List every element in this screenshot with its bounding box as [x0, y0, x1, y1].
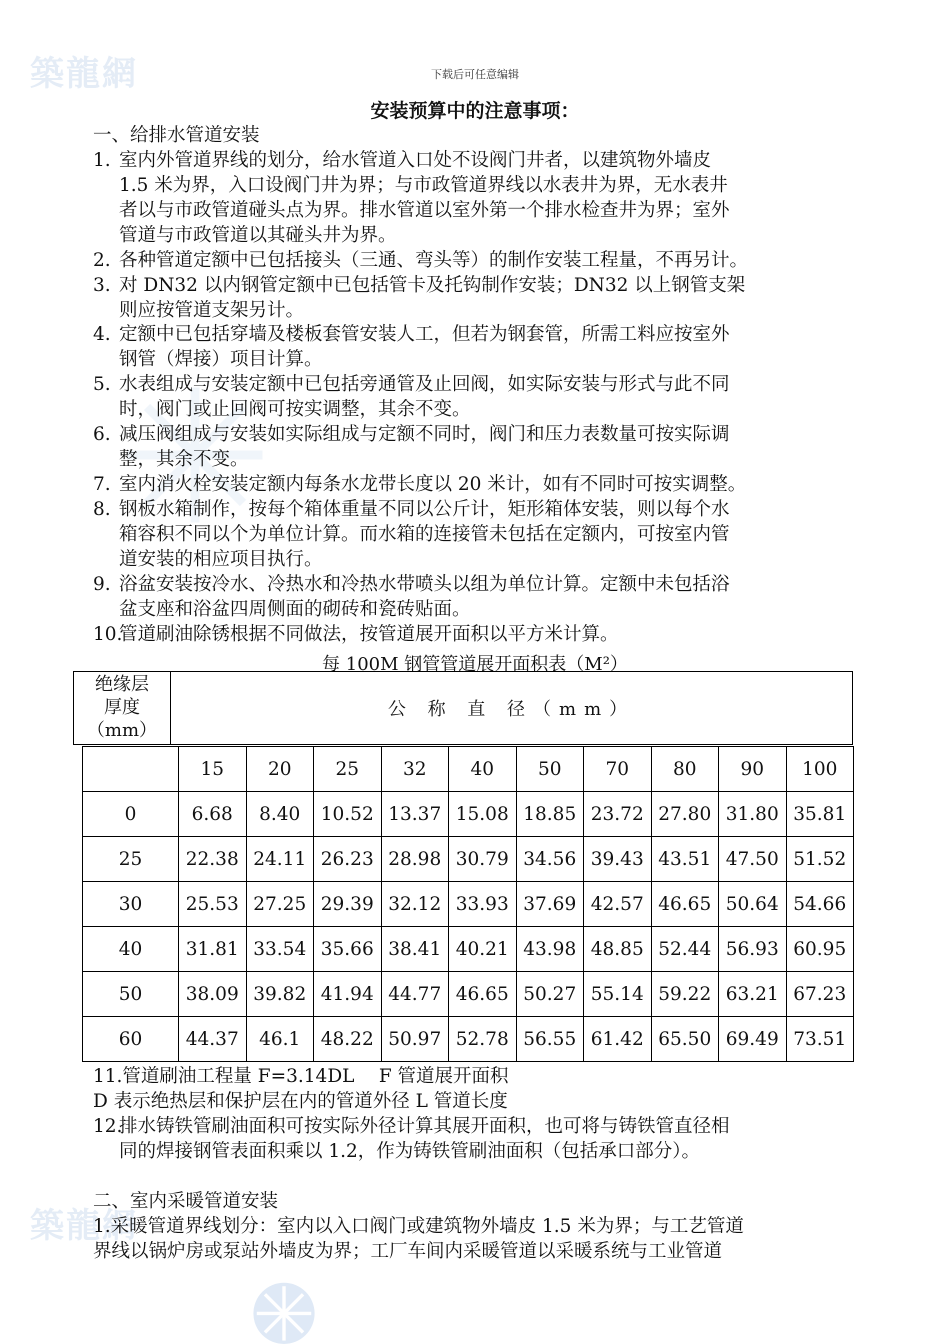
table-row: [83, 837, 854, 882]
blank-cell: [83, 747, 179, 792]
item-number: 1.: [93, 150, 111, 171]
data-table: [82, 746, 854, 1062]
section-line: 界线以锅炉房或泵站外墙皮为界；工厂车间内采暖管道以采暖系统与工业管道: [93, 1241, 723, 1262]
area-value-cell: 10.52: [314, 792, 382, 837]
diameter-header-cell: 25: [314, 747, 382, 792]
diameter-header-cell: 32: [381, 747, 449, 792]
area-value-cell: 15.08: [449, 792, 517, 837]
area-value-cell: 35.81: [786, 792, 854, 837]
row-header-cell: [74, 672, 171, 744]
item-text: 排水铸铁管刷油面积可按实际外径计算其展开面积，也可将与铸铁管直径相: [119, 1116, 730, 1137]
area-value-cell: 31.80: [719, 792, 787, 837]
diameter-header-cell: 40: [449, 747, 517, 792]
area-value-cell: 55.14: [584, 972, 652, 1017]
area-value-cell: 52.44: [651, 927, 719, 972]
table-row: [83, 927, 854, 972]
item-text: 各种管道定额中已包括接头（三通、弯头等）的制作安装工程量，不再另计。: [119, 250, 749, 271]
item-number: 3.: [93, 275, 111, 296]
diameter-header-cell: 80: [651, 747, 719, 792]
item-number: 9.: [93, 574, 111, 595]
thickness-cell: 40: [83, 927, 179, 972]
area-value-cell: 39.82: [246, 972, 314, 1017]
area-value-cell: 50.97: [381, 1017, 449, 1062]
area-value-cell: 48.85: [584, 927, 652, 972]
area-value-cell: 61.42: [584, 1017, 652, 1062]
section-line: 1.采暖管道界线划分：室内以入口阀门或建筑物外墙皮 1.5 米为界；与工艺管道: [93, 1216, 744, 1237]
page-title: 安装预算中的注意事项：: [370, 100, 580, 122]
table-row: [83, 882, 854, 927]
area-value-cell: 23.72: [584, 792, 652, 837]
table-row: [83, 1017, 854, 1062]
item-text: 浴盆安装按冷水、冷热水和冷热水带喷头以组为单位计算。定额中未包括浴: [119, 574, 730, 595]
area-value-cell: 35.66: [314, 927, 382, 972]
area-value-cell: 29.39: [314, 882, 382, 927]
area-value-cell: 56.93: [719, 927, 787, 972]
item-number: 6.: [93, 424, 111, 445]
item-text: 水表组成与安装定额中已包括旁通管及止回阀，如实际安装与形式与此不同: [119, 374, 730, 395]
diameter-header-cell: 20: [246, 747, 314, 792]
item-text: 则应按管道支架另计。: [119, 300, 305, 321]
area-value-cell: 39.43: [584, 837, 652, 882]
item-number: 4.: [93, 324, 111, 345]
area-value-cell: 28.98: [381, 837, 449, 882]
area-value-cell: 46.65: [651, 882, 719, 927]
area-value-cell: 43.51: [651, 837, 719, 882]
item-text: 者以与市政管道碰头点为界。排水管道以室外第一个排水检查井为界；室外: [119, 200, 730, 221]
item-text: 钢板水箱制作，按每个箱体重量不同以公斤计，矩形箱体安装，则以每个水: [119, 499, 730, 520]
area-value-cell: 43.98: [516, 927, 584, 972]
diameter-header-cell: 100: [786, 747, 854, 792]
row-header-text: 厚度: [104, 697, 140, 718]
item-text: 同的焊接钢管表面积乘以 1.2，作为铸铁管刷油面积（包括承口部分）。: [119, 1141, 701, 1162]
area-value-cell: 54.66: [786, 882, 854, 927]
area-value-cell: 32.12: [381, 882, 449, 927]
area-value-cell: 52.78: [449, 1017, 517, 1062]
diameter-header-cell: 90: [719, 747, 787, 792]
item-text: 对 DN32 以内钢管定额中已包括管卡及托钩制作安装；DN32 以上钢管支架: [119, 275, 746, 296]
area-value-cell: 22.38: [179, 837, 247, 882]
area-value-cell: 18.85: [516, 792, 584, 837]
diameter-header-row: [83, 747, 854, 792]
item-text: 时，阀门或止回阀可按实调整，其余不变。: [119, 399, 471, 420]
area-value-cell: 65.50: [651, 1017, 719, 1062]
area-value-cell: 47.50: [719, 837, 787, 882]
area-value-cell: 40.21: [449, 927, 517, 972]
item-number: 2.: [93, 250, 111, 271]
area-value-cell: 46.65: [449, 972, 517, 1017]
area-value-cell: 48.22: [314, 1017, 382, 1062]
item-11: 11.管道刷油工程量 F=3.14DL F 管道展开面积: [93, 1066, 509, 1087]
area-value-cell: 33.93: [449, 882, 517, 927]
area-value-cell: 42.57: [584, 882, 652, 927]
area-value-cell: 24.11: [246, 837, 314, 882]
item-text: 1.5 米为界，入口设阀门井为界；与市政管道界线以水表井为界，无水表井: [119, 175, 728, 196]
area-value-cell: 73.51: [786, 1017, 854, 1062]
diameter-header-cell: 15: [179, 747, 247, 792]
item-text: 室内消火栓安装定额内每条水龙带长度以 20 米计，如有不同时可按实调整。: [119, 474, 747, 495]
table-row: [83, 792, 854, 837]
watermark-logo: 築龍網: [30, 1206, 138, 1246]
area-value-cell: 56.55: [516, 1017, 584, 1062]
diameter-header-cell: 50: [516, 747, 584, 792]
item-text: 定额中已包括穿墙及楼板套管安装人工，但若为钢套管，所需工料应按室外: [119, 324, 730, 345]
area-value-cell: 8.40: [246, 792, 314, 837]
area-value-cell: 51.52: [786, 837, 854, 882]
area-value-cell: 41.94: [314, 972, 382, 1017]
item-text: 整，其余不变。: [119, 449, 249, 470]
area-value-cell: 50.27: [516, 972, 584, 1017]
item-number: 7.: [93, 474, 111, 495]
item-number: 10.: [93, 624, 123, 645]
item-text: 减压阀组成与安装如实际组成与定额不同时，阀门和压力表数量可按实际调: [119, 424, 730, 445]
item-11-note: D 表示绝热层和保护层在内的管道外径 L 管道长度: [93, 1091, 508, 1112]
item-text: 盆支座和浴盆四周侧面的砌砖和瓷砖贴面。: [119, 599, 471, 620]
section-text: [93, 1214, 744, 1264]
row-header-text: （mm）: [86, 720, 158, 741]
item-text: 箱容积不同以个为单位计算。而水箱的连接管未包括在定额内，可按室内管: [119, 524, 730, 545]
area-value-cell: 67.23: [786, 972, 854, 1017]
item-text: 道安装的相应项目执行。: [119, 549, 323, 570]
table-header: [73, 671, 853, 745]
table-caption: 每 100M 钢管管道展开面积表（M²）: [322, 654, 628, 675]
area-value-cell: 37.69: [516, 882, 584, 927]
thickness-cell: 0: [83, 792, 179, 837]
area-value-cell: 46.1: [246, 1017, 314, 1062]
thickness-cell: 25: [83, 837, 179, 882]
item-text: 管道与市政管道以其碰头井为界。: [119, 225, 397, 246]
thickness-cell: 30: [83, 882, 179, 927]
item-text: 室内外管道界线的划分，给水管道入口处不设阀门井者，以建筑物外墙皮: [119, 150, 712, 171]
area-value-cell: 38.41: [381, 927, 449, 972]
thickness-cell: 60: [83, 1017, 179, 1062]
area-value-cell: 6.68: [179, 792, 247, 837]
section-heading: 二、室内采暖管道安装: [93, 1191, 279, 1212]
area-value-cell: 44.77: [381, 972, 449, 1017]
area-value-cell: 50.64: [719, 882, 787, 927]
watermark-logo: 築龍網: [30, 54, 138, 94]
area-value-cell: 31.81: [179, 927, 247, 972]
area-value-cell: 27.25: [246, 882, 314, 927]
area-value-cell: 26.23: [314, 837, 382, 882]
section-heading: 一、给排水管道安装: [93, 125, 260, 146]
column-group-header: 公 称 直 径（mm）: [387, 699, 636, 720]
item-number: 5.: [93, 374, 111, 395]
row-header-text: 绝缘层: [95, 674, 149, 695]
area-value-cell: 30.79: [449, 837, 517, 882]
thickness-cell: 50: [83, 972, 179, 1017]
area-value-cell: 34.56: [516, 837, 584, 882]
header-note: 下载后可任意编辑: [431, 68, 519, 81]
area-value-cell: 38.09: [179, 972, 247, 1017]
item-text: 管道刷油除锈根据不同做法，按管道展开面积以平方米计算。: [119, 624, 619, 645]
item-number: 12.: [93, 1116, 123, 1137]
area-value-cell: 25.53: [179, 882, 247, 927]
table-row: [83, 972, 854, 1017]
area-value-cell: 33.54: [246, 927, 314, 972]
diameter-header-cell: 70: [584, 747, 652, 792]
area-value-cell: 27.80: [651, 792, 719, 837]
item-text: 钢管（焊接）项目计算。: [119, 349, 323, 370]
area-value-cell: 13.37: [381, 792, 449, 837]
area-value-cell: 44.37: [179, 1017, 247, 1062]
area-value-cell: 60.95: [786, 927, 854, 972]
area-value-cell: 59.22: [651, 972, 719, 1017]
watermark-snowflake-icon: [248, 1276, 320, 1344]
item-number: 8.: [93, 499, 111, 520]
area-value-cell: 63.21: [719, 972, 787, 1017]
area-value-cell: 69.49: [719, 1017, 787, 1062]
